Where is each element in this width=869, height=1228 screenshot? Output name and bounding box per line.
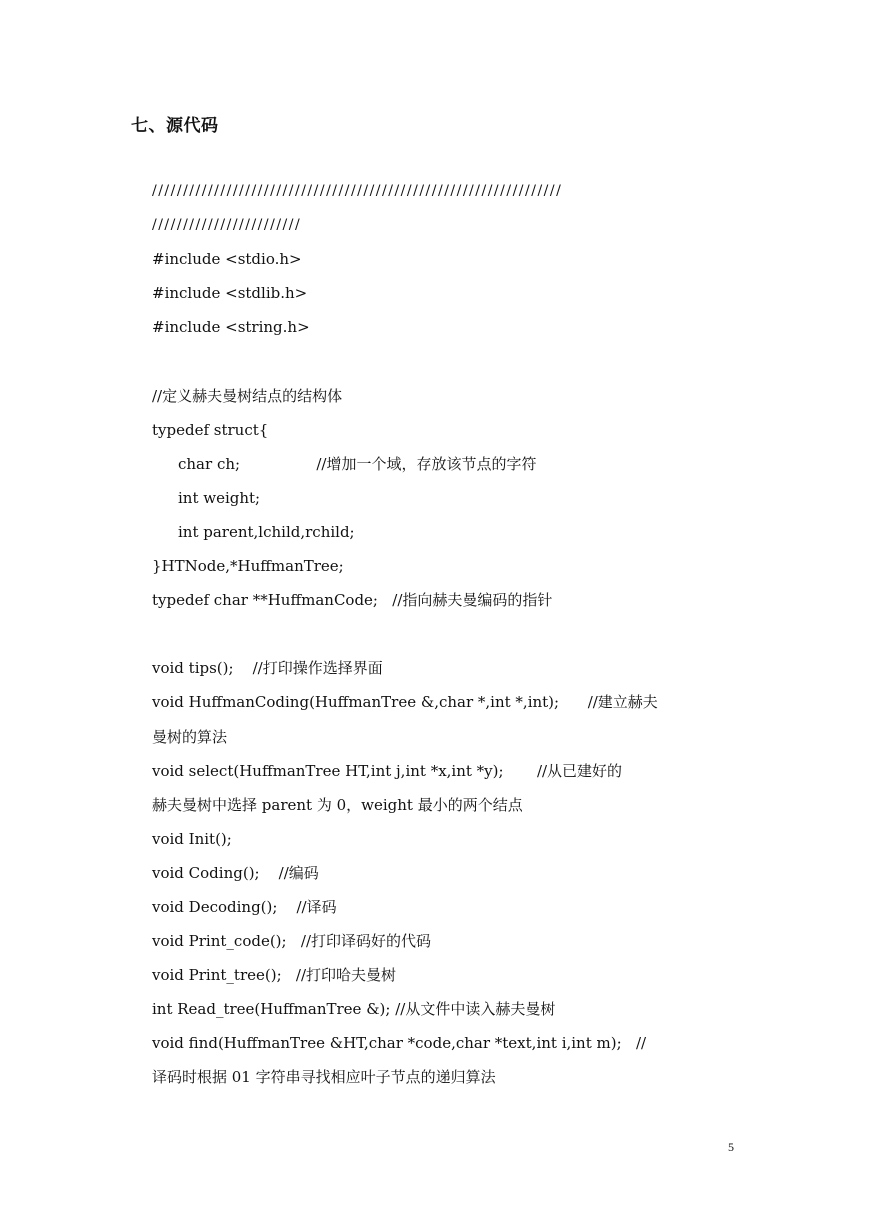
code-line-include-stdio: #include <stdio.h> — [152, 250, 302, 269]
code-line-decoding: void Decoding(); //译码 — [152, 897, 337, 916]
code-line-print-code: void Print_code(); //打印译码好的代码 — [152, 932, 432, 951]
code-line-int-parent: int parent,lchild,rchild; — [178, 522, 355, 541]
code-line-print-tree: void Print_tree(); //打印哈夫曼树 — [152, 966, 397, 985]
code-line-blank-2 — [152, 623, 742, 657]
code-line-typedef-struct: typedef struct{ — [152, 420, 269, 439]
code-line-include-stdlib: #include <stdlib.h> — [152, 284, 308, 303]
code-line-tips: void tips(); //打印操作选择界面 — [152, 659, 383, 678]
code-line-separator-1: ////////////////////////////////////////////////////////////////// — [152, 183, 563, 199]
code-line-select-cont: 赫夫曼树中选择 parent 为 0，weight 最小的两个结点 — [152, 795, 523, 814]
code-line-char-ch: char ch; //增加一个域，存放该节点的字符 — [178, 454, 537, 473]
code-line-typedef-huffmancode: typedef char **HuffmanCode; //指向赫夫曼编码的指针 — [152, 591, 553, 610]
code-line-huffmancoding: void HuffmanCoding(HuffmanTree &,char *,int *,int); //建立赫夫 — [152, 693, 658, 712]
code-line-separator-2: //////////////////////// — [152, 217, 302, 234]
code-line-select: void select(HuffmanTree HT,int j,int *x,int *y); //从已建好的 — [152, 761, 623, 780]
code-line-int-weight: int weight; — [178, 488, 261, 507]
code-line-huffmancoding-cont: 曼树的算法 — [152, 727, 228, 746]
code-line-include-string: #include <string.h> — [152, 318, 310, 337]
code-line-find-cont: 译码时根据 01 字符串寻找相应叶子节点的递归算法 — [152, 1068, 496, 1087]
section-heading: 七、源代码 — [131, 116, 219, 136]
code-line-coding: void Coding(); //编码 — [152, 863, 319, 882]
page-number: 5 — [728, 1140, 734, 1154]
code-line-read-tree: int Read_tree(HuffmanTree &); //从文件中读入赫夫曼树 — [152, 1000, 556, 1019]
code-line-init: void Init(); — [152, 829, 232, 848]
code-line-struct-comment: //定义赫夫曼树结点的结构体 — [152, 386, 343, 405]
source-code-block — [152, 180, 742, 1101]
code-line-find: void find(HuffmanTree &HT,char *code,char *text,int i,int m); // — [152, 1034, 647, 1053]
code-line-blank-1 — [152, 350, 742, 384]
code-line-struct-end: }HTNode,*HuffmanTree; — [152, 557, 344, 576]
